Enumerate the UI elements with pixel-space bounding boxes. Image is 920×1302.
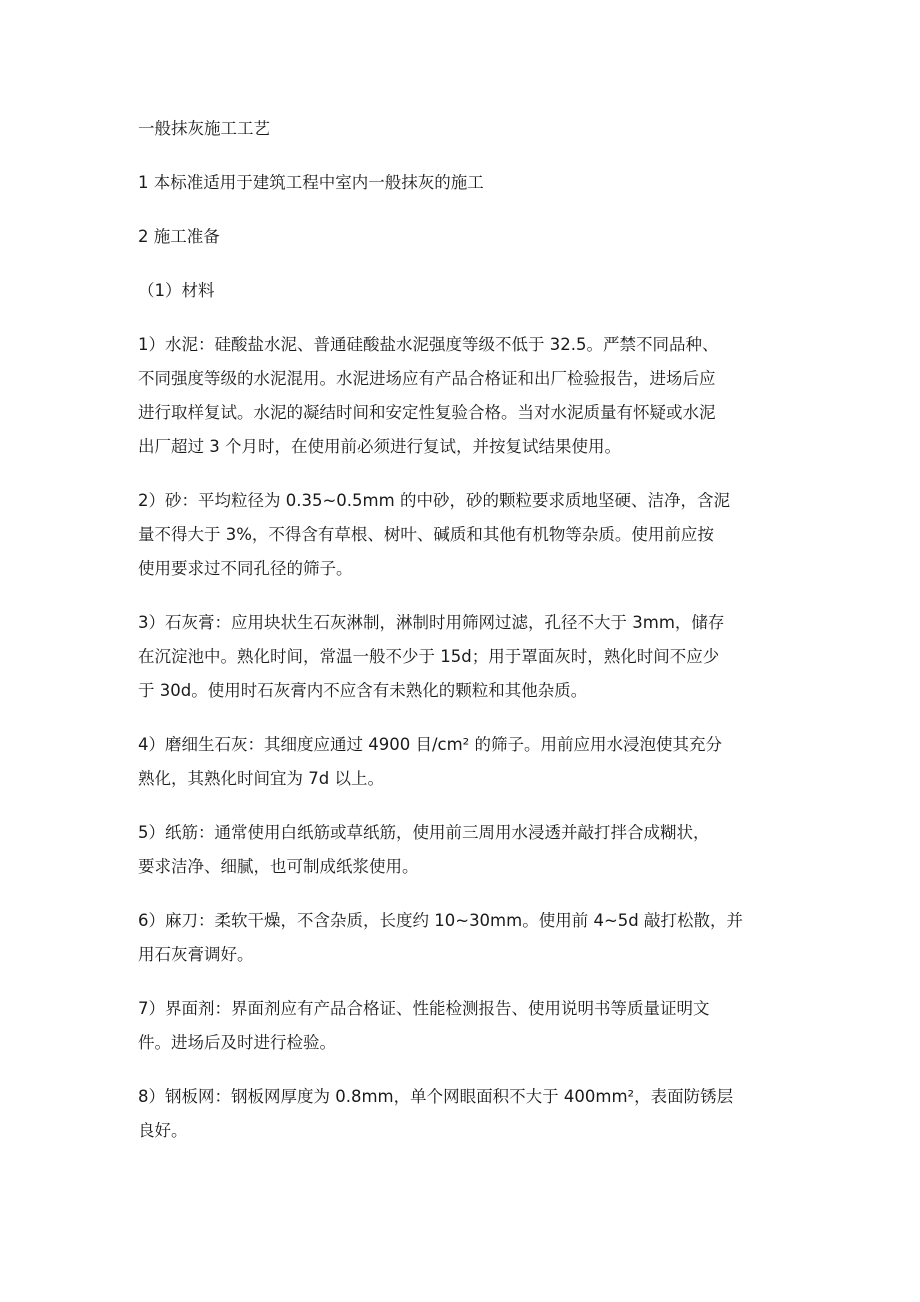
item-interface-agent bbox=[138, 992, 788, 1060]
item-ground-quicklime bbox=[138, 728, 788, 796]
section-1-heading: 1 本标准适用于建筑工程中室内一般抹灰的施工 bbox=[138, 173, 484, 192]
subsection-materials-heading: （1）材料 bbox=[138, 281, 215, 300]
item-steel-mesh bbox=[138, 1080, 788, 1148]
paragraph-line: 在沉淀池中。熟化时间，常温一般不少于 15d；用于罩面灰时，熟化时间不应少 bbox=[138, 647, 720, 666]
paragraph-line: 用石灰膏调好。 bbox=[138, 945, 254, 964]
paragraph-line: 4）磨细生石灰：其细度应通过 4900 目/cm² 的筛子。用前应用水浸泡使其充分 bbox=[138, 735, 723, 754]
paragraph-line: 7）界面剂：界面剂应有产品合格证、性能检测报告、使用说明书等质量证明文 bbox=[138, 999, 710, 1018]
item-cement bbox=[138, 328, 788, 464]
paragraph-line: 不同强度等级的水泥混用。水泥进场应有产品合格证和出厂检验报告，进场后应 bbox=[138, 369, 716, 388]
paragraph-line: 使用要求过不同孔径的筛子。 bbox=[138, 559, 353, 578]
paragraph-line: 良好。 bbox=[138, 1121, 188, 1140]
item-sand bbox=[138, 484, 788, 586]
paragraph-line: 1）水泥：硅酸盐水泥、普通硅酸盐水泥强度等级不低于 32.5。严禁不同品种、 bbox=[138, 335, 719, 354]
document-body bbox=[138, 112, 788, 1168]
paragraph-line: 于 30d。使用时石灰膏内不应含有未熟化的颗粒和其他杂质。 bbox=[138, 681, 588, 700]
paragraph-line: 6）麻刀：柔软干燥，不含杂质，长度约 10~30mm。使用前 4~5d 敲打松散，并 bbox=[138, 911, 743, 930]
paragraph-line: 出厂超过 3 个月时，在使用前必须进行复试，并按复试结果使用。 bbox=[138, 437, 621, 456]
paragraph-line: 2）砂：平均粒径为 0.35~0.5mm 的中砂，砂的颗粒要求质地坚硬、洁净，含泥 bbox=[138, 491, 730, 510]
paragraph-line: 量不得大于 3%，不得含有草根、树叶、碱质和其他有机物等杂质。使用前应按 bbox=[138, 525, 714, 544]
paragraph-line: 3）石灰膏：应用块状生石灰淋制，淋制时用筛网过滤，孔径不大于 3mm，储存 bbox=[138, 613, 725, 632]
paragraph-line: 熟化，其熟化时间宜为 7d 以上。 bbox=[138, 769, 384, 788]
paragraph-line: 件。进场后及时进行检验。 bbox=[138, 1033, 336, 1052]
item-paper-fiber bbox=[138, 816, 788, 884]
document-title: 一般抹灰施工工艺 bbox=[138, 119, 270, 138]
item-lime-paste bbox=[138, 606, 788, 708]
paragraph-line: 要求洁净、细腻，也可制成纸浆使用。 bbox=[138, 857, 419, 876]
paragraph-line: 8）钢板网：钢板网厚度为 0.8mm，单个网眼面积不大于 400mm²，表面防锈层 bbox=[138, 1087, 734, 1106]
paragraph-line: 5）纸筋：通常使用白纸筋或草纸筋，使用前三周用水浸透并敲打拌合成糊状， bbox=[138, 823, 710, 842]
item-hemp-fiber bbox=[138, 904, 788, 972]
paragraph-line: 进行取样复试。水泥的凝结时间和安定性复验合格。当对水泥质量有怀疑或水泥 bbox=[138, 403, 716, 422]
section-2-heading: 2 施工准备 bbox=[138, 227, 220, 246]
